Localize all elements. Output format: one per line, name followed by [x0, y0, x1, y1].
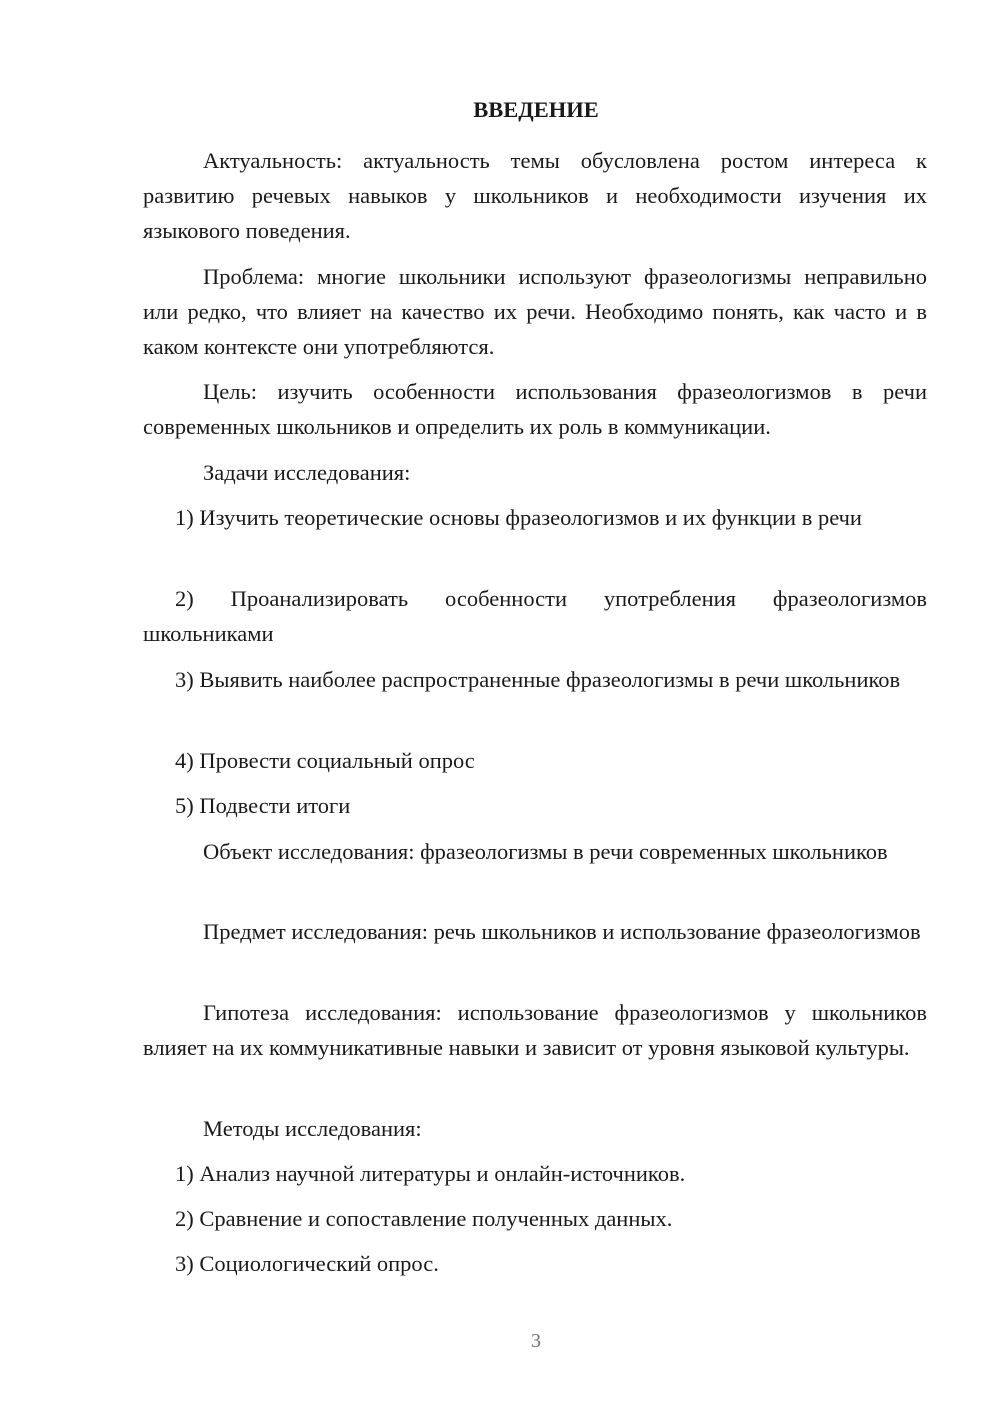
paragraph-goal: Цель: изучить особенности использования фразеологизмов в речи современных школьников и определить их роль в коммуникации. [143, 379, 927, 439]
tasks-heading: Задачи исследования: [203, 460, 411, 485]
paragraph-relevance: Актуальность: актуальность темы обусловлена ростом интереса к развитию речевых навыков у школьников и необходимости изучения их языкового поведения. [143, 148, 927, 243]
task-item: 2) Проанализировать особенности употребления фразеологизмов школьниками [143, 586, 927, 646]
paragraph-object: Объект исследования: фразеологизмы в речи современных школьников [203, 839, 888, 864]
paragraph-problem: Проблема: многие школьники используют фразеологизмы неправильно или редко, что влияет на качество их речи. Необходимо понять, как часто и в каком контексте они употребляются. [143, 264, 927, 359]
page-number: 3 [531, 1330, 541, 1352]
method-item: 3) Социологический опрос. [175, 1251, 439, 1276]
task-item: 5) Подвести итоги [175, 793, 351, 818]
paragraph-hypothesis: Гипотеза исследования: использование фразеологизмов у школьников влияет на их коммуникативные навыки и зависит от уровня языковой культуры. [143, 1000, 927, 1060]
paragraph-subject: Предмет исследования: речь школьников и использование фразеологизмов [203, 919, 921, 944]
method-item: 2) Сравнение и сопоставление полученных данных. [175, 1206, 673, 1231]
task-item: 1) Изучить теоретические основы фразеологизмов и их функции в речи [175, 505, 862, 530]
methods-heading: Методы исследования: [203, 1116, 422, 1141]
page-title: ВВЕДЕНИЕ [473, 97, 599, 122]
task-item: 3) Выявить наиболее распространенные фразеологизмы в речи школьников [175, 667, 901, 692]
method-item: 1) Анализ научной литературы и онлайн-источников. [175, 1161, 686, 1186]
task-item: 4) Провести социальный опрос [175, 748, 475, 773]
